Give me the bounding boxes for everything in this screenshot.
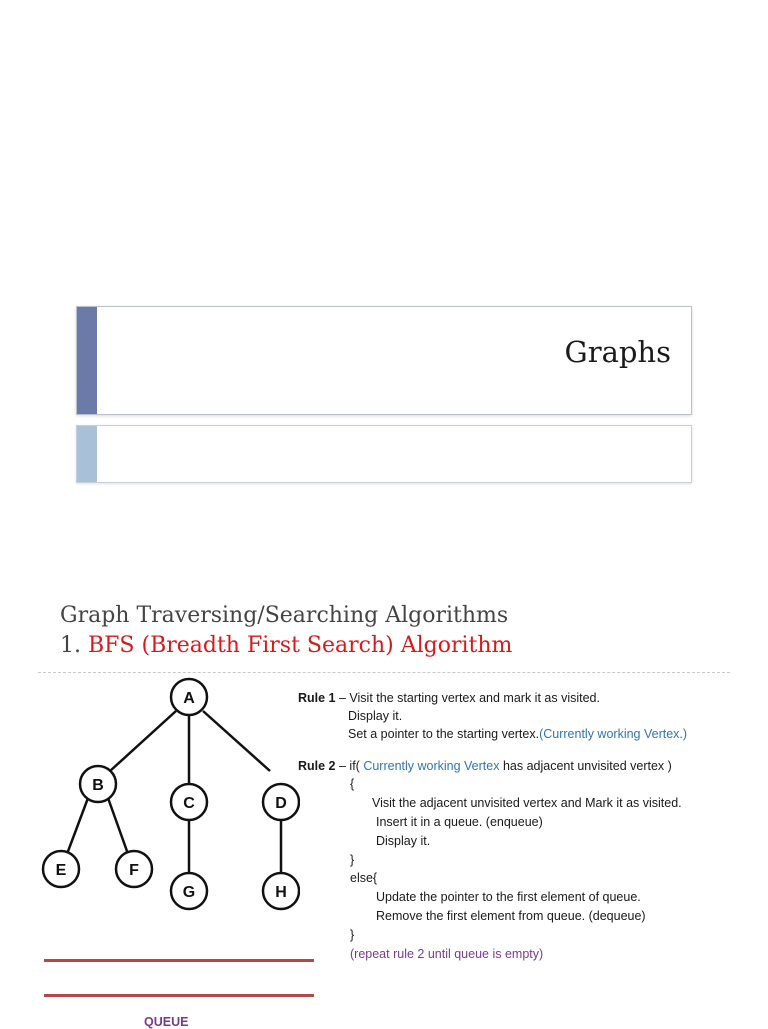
rule1-label: Rule 1: [298, 691, 336, 705]
rule2-dequeue: Remove the first element from queue. (dequeue): [376, 909, 646, 923]
close-brace-1: }: [350, 853, 355, 867]
rule2-visit: Visit the adjacent unvisited vertex and Mark it as visited.: [372, 796, 682, 810]
node-label-d: D: [275, 795, 287, 812]
node-label-f: F: [129, 862, 139, 879]
else-line: else{: [350, 871, 378, 885]
rule1-pointer-line: [348, 727, 687, 741]
title-box: [76, 306, 692, 415]
rule2-if: – if(: [335, 759, 364, 773]
edge-b-f: [108, 798, 128, 854]
subtitle-accent-bar: [77, 426, 97, 482]
rule2-condition-tail: has adjacent unvisited vertex ): [499, 759, 672, 773]
node-label-g: G: [182, 884, 196, 901]
node-label-h: H: [275, 884, 287, 901]
queue-bottom-line: [44, 994, 314, 997]
heading-number: 1.: [60, 633, 88, 658]
rule1-text: – Visit the starting vertex and mark it as visited.: [335, 691, 600, 705]
node-label-a: A: [183, 690, 195, 707]
edge-b-e: [67, 798, 88, 854]
slide-title: Graphs: [564, 335, 671, 369]
rule2-label: Rule 2: [298, 759, 336, 773]
queue-label: QUEUE: [144, 1015, 189, 1029]
rule1-line: [298, 691, 600, 705]
repeat-note: (repeat rule 2 until queue is empty): [350, 947, 544, 961]
heading-bfs: BFS (Breadth First Search) Algorithm: [87, 633, 513, 658]
rule2-update-pointer: Update the pointer to the first element of queue.: [376, 890, 641, 904]
node-label-e: E: [55, 862, 67, 879]
rule2-condition: Currently working Vertex: [363, 759, 500, 773]
close-brace-2: }: [350, 928, 355, 942]
rule1-display: Display it.: [348, 709, 403, 723]
node-label-b: B: [92, 777, 104, 794]
bfs-graph: [0, 675, 300, 915]
rule2-enqueue: Insert it in a queue. (enqueue): [376, 815, 543, 829]
bfs-slide: [0, 575, 768, 1029]
rule1-pointer-note: (Currently working Vertex.): [539, 727, 688, 741]
title-accent-bar: [77, 307, 97, 414]
queue-top-line: [44, 959, 314, 962]
subtitle-box: [76, 425, 692, 483]
edge-a-d: [203, 711, 270, 771]
dashed-divider: [38, 672, 730, 673]
node-label-c: C: [183, 795, 195, 812]
heading-line-1: Graph Traversing/Searching Algorithms: [60, 603, 509, 628]
rule2-display: Display it.: [376, 834, 431, 848]
heading-line-2: [60, 633, 512, 658]
rule2-line: [298, 759, 672, 773]
rule1-pointer: Set a pointer to the starting vertex.: [348, 727, 540, 741]
open-brace: {: [350, 777, 355, 791]
edge-a-b: [110, 711, 176, 771]
